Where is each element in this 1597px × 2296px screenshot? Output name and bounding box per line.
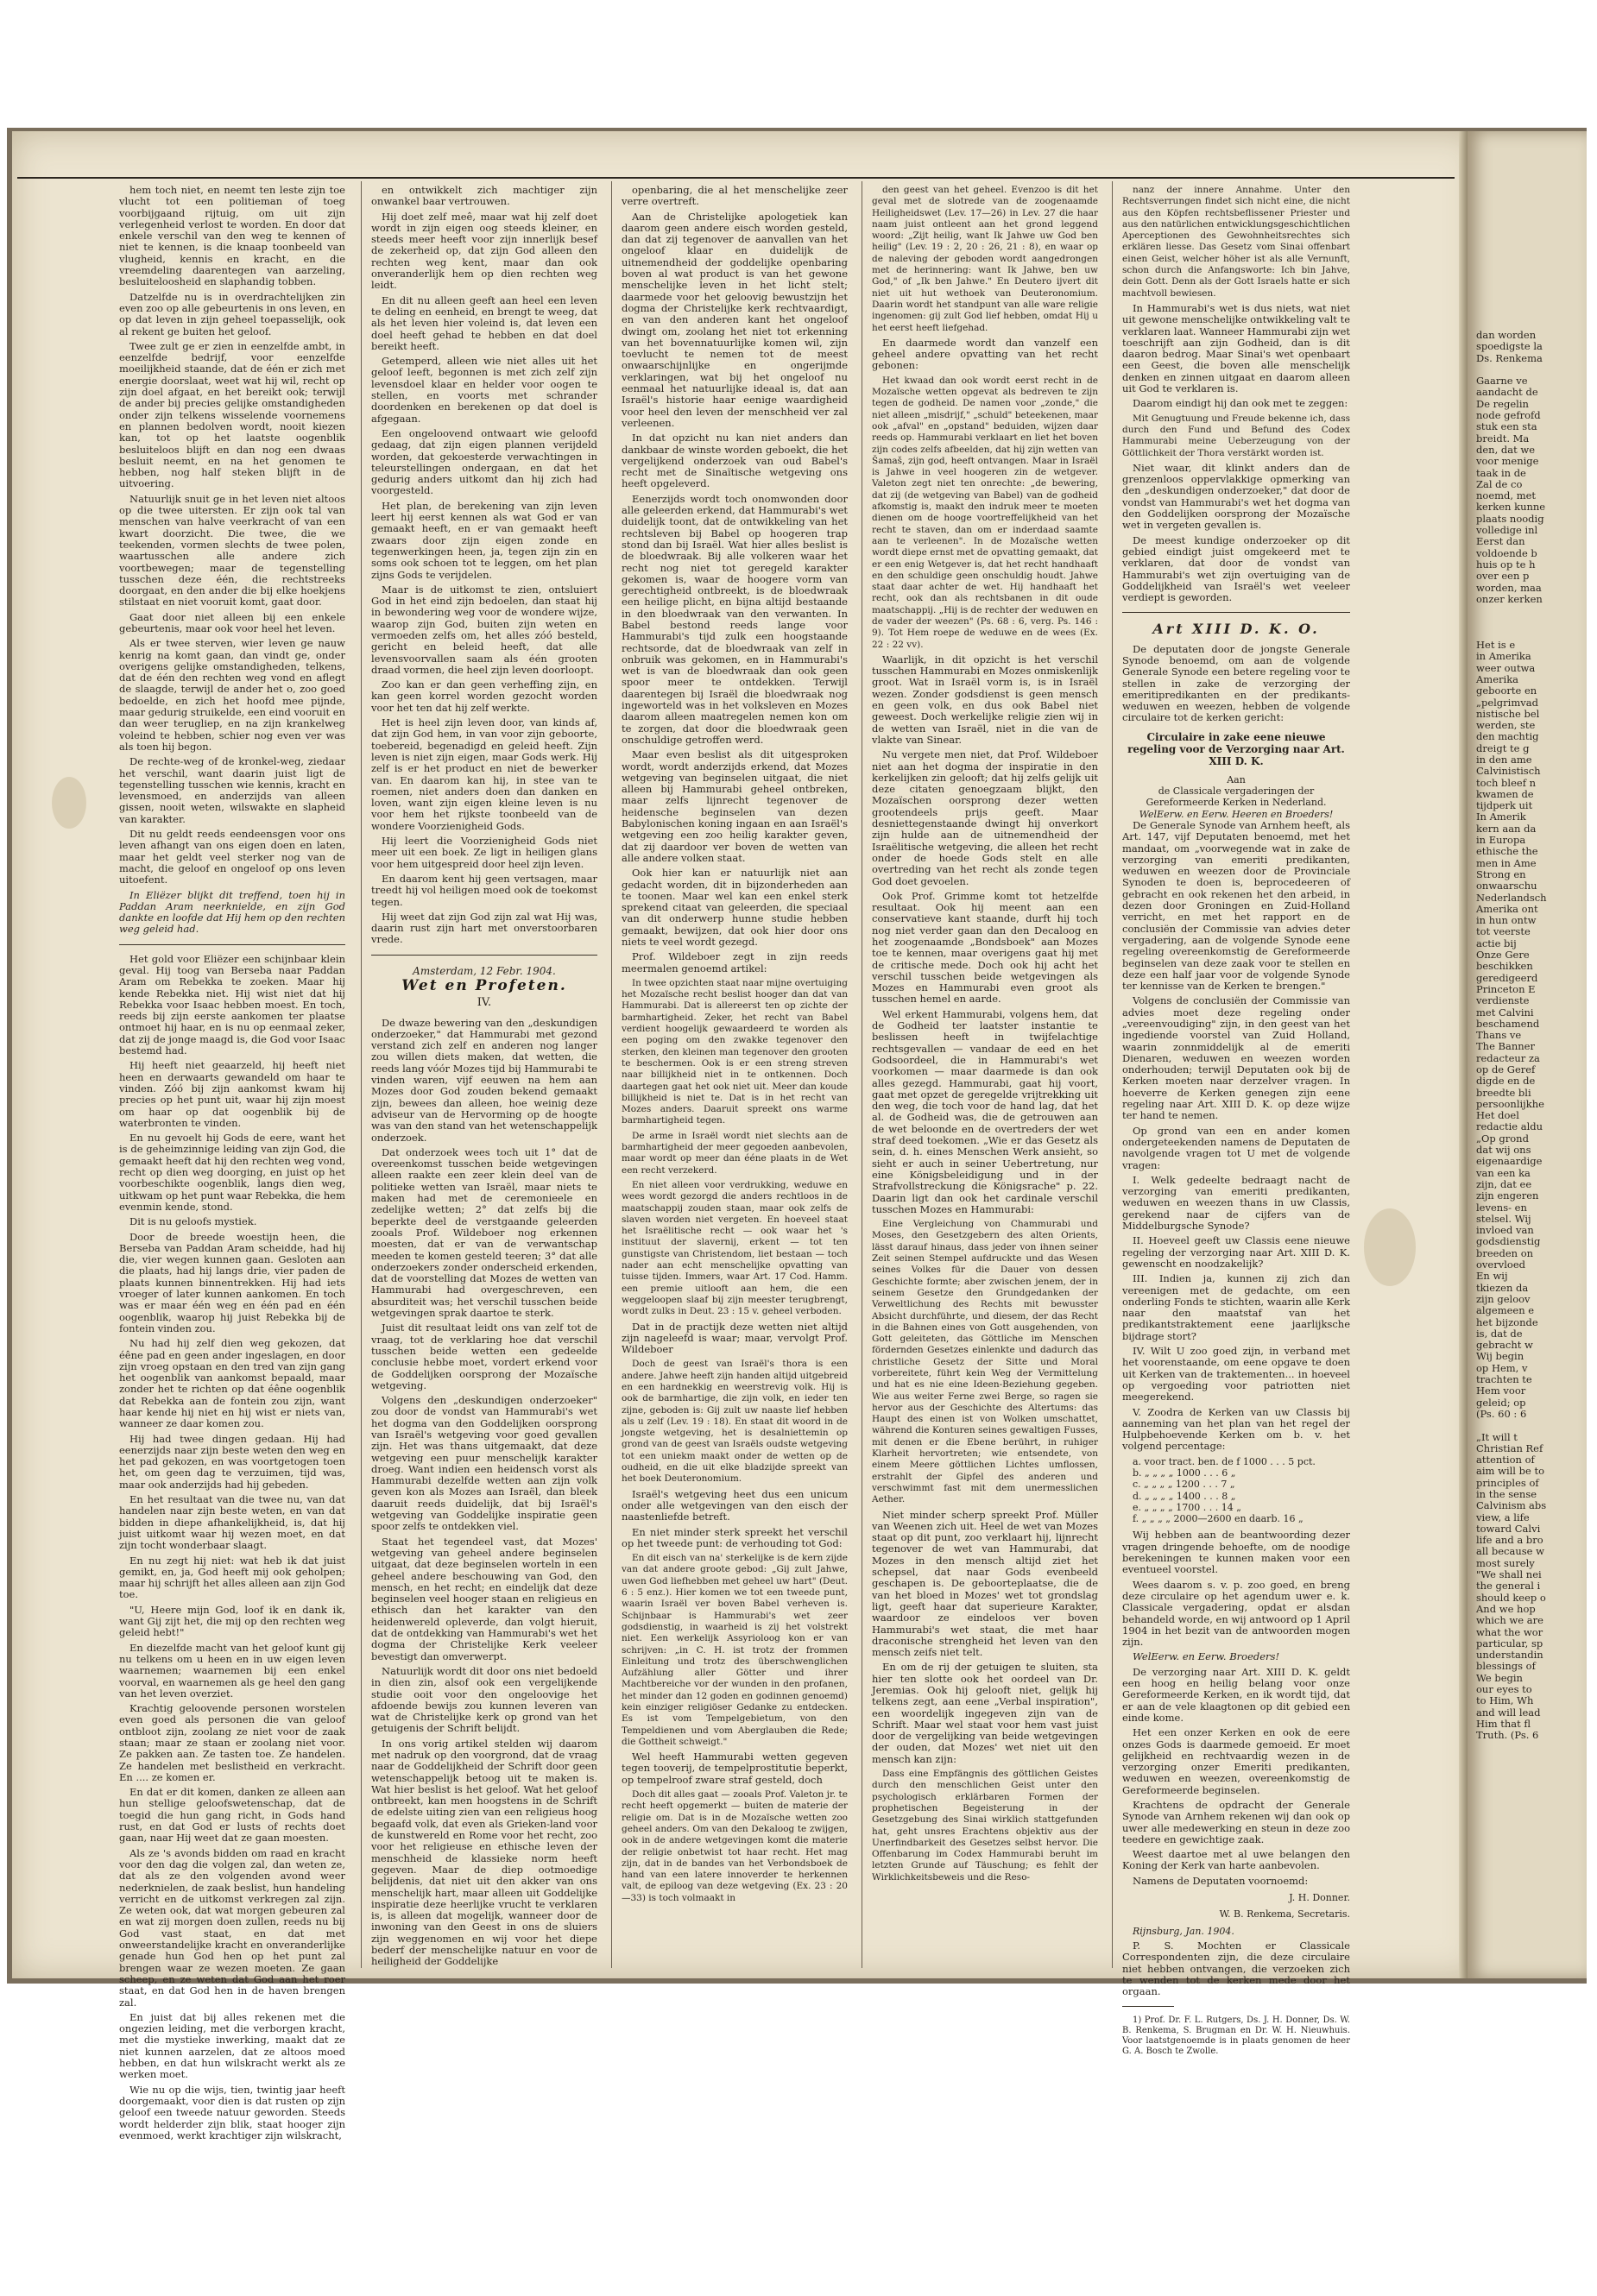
next-page-line: toward Calvi bbox=[1476, 1522, 1541, 1535]
column-1 bbox=[119, 184, 345, 2141]
paragraph: Hij doet zelf meê, maar wat hij zelf doet wordt in zijn eigen oog steeds kleiner, en steeds meer heeft voor zijn innerlijk besef de zekerheid op, dat zijn God alleen den rechten weg kent, maar dan ook onveranderlijk hem op dien rechten weg leidt. bbox=[371, 210, 597, 292]
next-page-line: overvloed bbox=[1476, 1258, 1525, 1271]
footnote: 1) Prof. Dr. F. L. Rutgers, Ds. J. H. Donner, Ds. W. B. Renkema, S. Brugman en Dr. W. H. Nieuwhuis. Voor laatstgenoemde is in plaats genomen de heer G. A. Bosch te Zwolle. bbox=[1122, 2015, 1350, 2057]
next-page-line: Het doel bbox=[1476, 1109, 1519, 1122]
next-page-line: life and a bro bbox=[1476, 1534, 1543, 1547]
quote-paragraph: Het kwaad dan ook wordt eerst recht in de Mozaïsche wetten opgevat als bedreven te zijn tegen de godheid. De namen voor „zonde," die niet alleen „misdrijf," „schuld" beteekenen, maar ook „afval" en „opstand" beduiden, wijzen daar reeds op. Hammurabi verklaart en liet het boven zijn codes zelfs afbeelden, dat hij zijn wetten van Šamaš, zijn god, heeft ontvangen. Maar in Israël is Jahwe in veel hoogeren zin de wetgever. Valeton zegt niet ten onrechte: „de bewering, dat zij (de wetgeving van Babel) van de godheid afkomstig is, maakt den indruk meer te moeten dienen om de hooge voortreffelijkheid van het recht te staven, dan om er inderdaad saamte aan te verleenen". In de Mozaïsche wetten wordt diepe ernst met de opvatting gemaakt, dat er een enig Wetgever is, dat het recht handhaaft en den schuldige geen onschuldig houdt. Jahwe staat daar achter de wet. Hij handhaaft het recht, ook dan als rechtsbanen in dit oude maatschappij. „Hij is de rechter der weduwen en de vader der weezen" (Ps. 68 : 6, verg. Ps. 146 : 9). Tot Hem roepe de weduwe en de wees (Ex. 22 : 22 vv). bbox=[872, 375, 1098, 650]
next-page-line: kwamen de bbox=[1476, 787, 1534, 800]
paragraph: In ons vorig artikel stelden wij daarom met nadruk op den voorgrond, dat de vraag naar de Goddelijkheid der Schrift door geen wetenschappelijk betoog uit te maken is. Wat hier beslist is het geloof. Wat het geloof ontbreekt, kan men hoogstens in de Schrift de edelste uiting zien van een religieus hoog begaafd volk, dat even als Grieken-land voor de kunstwereld en Rome voor het recht, zoo voor het religieuse en ethische leven der menschheid de klassieke norm heeft gegeven. Maar de diep ootmoedige belijdenis, dat niet uit den akker van ons menschelijk hart, maar alleen uit Goddelijke inspiratie deze heerlijke vrucht te verklaren is, is alleen dat mogelijk, wanneer door de inwoning van den Geest in ons de sluiers zijn weggenomen en wij voor het diepe bederf der menschelijke natuur en voor de heiligheid der Goddelijke bbox=[371, 1737, 597, 1968]
next-page-line: aandacht de bbox=[1476, 386, 1538, 399]
paragraph: Dit nu geldt reeds eendeensgen voor ons leven afhangt van ons eigen doen en laten, maar het geldt veel sterker nog van de macht, die geloof en ongeloof op ons leven uitoefent. bbox=[119, 828, 345, 886]
postscript: P. S. Mochten er Classicale Correspondenten zijn, die deze circulaire niet hebben ontvangen, die verzoeken zich te wenden tot de kerken mede door het orgaan. bbox=[1122, 1939, 1350, 1998]
next-page-line: view, a life bbox=[1476, 1511, 1530, 1523]
paragraph: Nu vergete men niet, dat Prof. Wildeboer niet aan het dogma der inspiratie in den kerkelijken zin gelooft; dat hij zelfs gelijk uit deze citaten genoegzaam blijkt, den Mozaïschen oorsprong dezer wetten grootendeels prijs geeft. Maar desniettegenstaande dwingt hij onverkort zijn hulde aan de uitnemendheid der Israëlitische wetgeving, die alleen het recht onder de hoede Gods stelt en alle overtreding van het recht als zonde tegen God doet gevoelen. bbox=[872, 748, 1098, 887]
paragraph: In Hammurabi's wet is dus niets, wat niet uit gewone menschelijke ontwikkeling valt te verklaren laat. Wanneer Hammurabi zijn wet toeschrijft aan zijn Godheid, dan is dit daaron bedrog. Maar Sinai's wet openbaart een Geest, die boven alle menschelijk denken en zinnen uitgaat en daarom alleen uit God te verklaren is. bbox=[1122, 301, 1350, 395]
next-page-line: and will lead bbox=[1476, 1706, 1541, 1719]
next-page-line: dreigt te g bbox=[1476, 741, 1530, 754]
paragraph: Prof. Wildeboer zegt in zijn reeds meermalen genoemd artikel: bbox=[622, 950, 848, 975]
paragraph: In Eliëzer blijkt dit treffend, toen hij in Paddan Aram neerknielde, en zijn God dankte en loofde dat Hij hem op den rechten weg geleid had. bbox=[119, 888, 345, 936]
paragraph: De rechte-weg of de kronkel-weg, ziedaar het verschil, want daarin juist ligt de tegenstelling tusschen wie kennis, kracht en levensmoed, en anderzijds van alleen gissen, nooit weten, wilswakte en slapheid van karakter. bbox=[119, 755, 345, 825]
paragraph: Hij leert die Voorzienigheid Gods niet meer uit een boek. Ze ligt in heiligen glans voor hem uitgespreid door heel zijn leven. bbox=[371, 835, 597, 870]
next-page-line: worden, maa bbox=[1476, 581, 1542, 594]
paragraph: Krachtig geloovende personen worstelen even goed als personen die van geloof ontbloot zijn, zoolang ze niet voor de zaak staan; maar ze staan er zoolang niet voor. Ze pakken aan. Ze tasten toe. Ze handelen. Ze handelen met beslistheid en verkracht. En .... ze komen er. bbox=[119, 1702, 345, 1783]
next-page-line: noemd, met bbox=[1476, 489, 1537, 502]
next-page-line: stuk een sta bbox=[1476, 420, 1537, 433]
paragraph: Maar is de uitkomst te zien, ontsluiert God in het eind zijn bedoelen, dan staat hij in bewondering weg voor de wondere wijze, waarop zijn God, buiten zijn weten en vermoeden zelfs om, het alles zóó besteld, gericht en beleid heeft, dat alle levensvoorvallen saam als één grooten draad vormen, die heel zijn leven doorloopt. bbox=[371, 583, 597, 676]
question-item: IV. Wilt U zoo goed zijn, in verband met het voorenstaande, om eene opgave te doen uit Kerken van de traktementen... in hoeveel op vergoeding voor patriotten niet meegerekend. bbox=[1122, 1345, 1350, 1403]
next-page-line: verdienste bbox=[1476, 994, 1530, 1007]
next-page-line: huis op te h bbox=[1476, 558, 1536, 571]
next-page-line: Nederlandsch bbox=[1476, 891, 1547, 904]
paragraph: En dit nu alleen geeft aan heel een leven te deling en eenheid, en brengt te weeg, dat als het leven hier voleind is, dat leven een doel heeft gehad te hebben en dat doel bereikt heeft. bbox=[371, 293, 597, 352]
paragraph: Wel erkent Hammurabi, volgens hem, dat de Godheid ter laatster instantie te beslissen heeft in twijfelachtige rechtsgevallen — vandaar de eed en het Godsoordeel, die in Hammurabi's wet voorkomen — maar daarmede is dan ook alles gezegd. Hammurabi, gaat hij voort, gaat met opzet de geregelde vrijtrekking uit den weg, die toch voor de hand lag, dat het al. de Godheid was, die de getrouwen aan de wet beloonde en de overtreders der wet straf deed toekomen. „Wie er das Gesetz als sein, d. h. eines Menschen Werk ansieht, so sieht er auch in seiner Uebertretung, nur eine Königsbeleidigung und in der Strafvollstreckung die Königsrache" p. 22. Daarin ligt dan ook het cardinale verschil tusschen Mozes en Hammurabi: bbox=[872, 1007, 1098, 1215]
next-page-line: „Op grond bbox=[1476, 1132, 1529, 1145]
table-row: f. „ „ „ „ 2000—2600 en daarb. 16 „ bbox=[1133, 1513, 1303, 1525]
section-rule bbox=[371, 955, 597, 956]
column-2 bbox=[371, 184, 597, 1968]
next-page-line: in den ame bbox=[1476, 753, 1532, 766]
next-page-line: trachten te bbox=[1476, 1373, 1532, 1386]
next-page-line: levens- en bbox=[1476, 1201, 1527, 1214]
table-row: e. „ „ „ „ 1700 . . . 14 „ bbox=[1133, 1501, 1241, 1513]
next-page-line: what the wor bbox=[1476, 1625, 1543, 1638]
next-page-line: „pelgrimvad bbox=[1476, 696, 1538, 709]
paragraph: De dwaze bewering van den „deskundigen onderzoeker," dat Hammurabi met gezond verstand zich zelf en anderen nog langer zou willen diets maken, dat wetten, die reeds lang vóór Mozes tijd bij Hammurabi te vinden waren, vijf eeuwen na hem aan Mozes door God zouden bekend gemaakt zijn, bewees dan alleen, hoe weinig deze adviseur van de Hervorming op de hoogte was van den stand van het wetenschappelijk onderzoek. bbox=[371, 1016, 597, 1144]
table-row: b. „ „ „ „ 1000 . . . 6 „ bbox=[1133, 1467, 1236, 1479]
next-page-line: godsdienstig bbox=[1476, 1235, 1541, 1248]
next-page-line: met Calvini bbox=[1476, 1006, 1534, 1019]
next-page-line: The Banner bbox=[1476, 1040, 1535, 1053]
next-page-line: Calvinism abs bbox=[1476, 1499, 1547, 1512]
column-4 bbox=[872, 185, 1098, 1963]
next-page-line: op Hem, v bbox=[1476, 1361, 1528, 1374]
next-page-line: zijn, dat ee bbox=[1476, 1177, 1532, 1190]
next-page-line: the general i bbox=[1476, 1580, 1541, 1593]
next-page-line bbox=[1476, 628, 1597, 640]
paragraph: Volgens de conclusiën der Commissie van advies moet deze regeling onder „vereenvoudiging" zijn, in den geest van het ingediende voorstel van Zuid Holland, waarin zonnmiddelijk al de emeriti Dienaren, weduwen en weezen worden onderhouden; terwijl Deputaten ook bij de Kerken moeten naar derzelver vragen. In hoeverre de Kerken genegen zijn eene regeling naar Art. XIII D. K. op deze wijze ter hand te nemen. bbox=[1122, 994, 1350, 1122]
next-page-line: kerken kunne bbox=[1476, 501, 1546, 514]
paragraph: Datzelfde nu is in overdrachtelijken zin even zoo op alle gebeurtenis in ons leven, en op dat leven in zijn geheel toepasselijk, ook al rekent ge buiten het geloof. bbox=[119, 290, 345, 337]
paragraph: Hij had twee dingen gedaan. Hij had eenerzijds naar zijn beste weten den weg en het pad gekozen, en was voortgetogen toen het, om geen dag te verzuimen, tijd was, maar ook anderzijds had hij gebeden. bbox=[119, 1432, 345, 1491]
next-page-line: tijdperk uit bbox=[1476, 799, 1533, 812]
paragraph: Het gold voor Eliëzer een schijnbaar klein geval. Hij toog van Berseba naar Paddan Aram om Rebekka te zoeken. Maar hij kende Rebekka niet. Hij wist niet dat hij Rebekka voor Isaac hebben moest. En toch, reeds bij zijn eerste aankomen ter plaatse ontmoet hij haar, en is nu op eenmaal zeker, dat zij de jonge maagd is, die God voor Isaac bestemd had. bbox=[119, 952, 345, 1057]
paragraph: Niet minder scherp spreekt Prof. Müller van Weenen zich uit. Heel de wet van Mozes staat op dit punt, zoo verklaart hij, lijnrecht tegenover de wet van Hammurabi, dat Mozes in den mensch altijd ziet het schepsel, dat naar Gods evenbeeld geschapen is. De geboorteplaatse, die de van het bloed in Mozes' wet tot grondslag ligt, geeft haar dat superieure Karakter, waardoor ze eindeloos ver boven Hammurabi's wet staat, die met haar draconische strengheid het leven van den mensch zeifs niet telt. bbox=[872, 1508, 1098, 1659]
next-page-line: van een ka bbox=[1476, 1166, 1531, 1179]
next-page-line: should keep o bbox=[1476, 1591, 1546, 1604]
next-page-line: Onze Gere bbox=[1476, 949, 1530, 962]
paper-stain bbox=[1364, 1208, 1416, 1286]
quote-paragraph: den geest van het geheel. Evenzoo is dit het geval met de slotrede van de zoogenaamde Heiligheidswet (Lev. 17—26) in Lev. 27 die haar naam juist ontleent aan het grond leggend woord: „Zijt heilig, want Ik Jahwe uw God ben heilig" (Lev. 19 : 2, 20 : 26, 21 : 8), en waar op de naleving der geboden wordt aangedrongen met de herinnering: want Ik Jahwe, ben uw God," of „Ik ben Jahwe." En Deutero ijvert dit niet uit hut wethoek van Deuteronomium. Daarin wordt het standpunt van alle ware religie ingenomen: gij zult God lief hebben, omdat Hij u het eerst heeft liefgehad. bbox=[872, 185, 1098, 333]
next-page-line: Hem voor bbox=[1476, 1385, 1526, 1397]
paragraph: Juist dit resultaat leidt ons van zelf tot de vraag, tot de verklaring hoe dat verschil tusschen beide wetten een gedeelde conclusie hebbe moet, vordert erkend voor de Goddelijken oorsprong der Mozaïsche wetgeving. bbox=[371, 1321, 597, 1391]
table-row: a. voor tract. ben. de f 1000 . . . 5 pct. bbox=[1133, 1455, 1316, 1467]
next-page-line: node gefrofd bbox=[1476, 409, 1541, 422]
paragraph: Het een onzer Kerken en ook de eere onzes Gods is daarmede gemoeid. Er moet gelijkheid en rechtvaardig wezen in de verzorging onzer Emeriti predikanten, weduwen en weezen, overeenkomstig de Gereformeerde beginselen. bbox=[1122, 1726, 1350, 1796]
paragraph: Natuurlijk wordt dit door ons niet bedoeld in dien zin, alsof ook een vergelijkende studie ooit voor den ongeloovige het afdoende bewijs zou kunnen leveren van wat de Christelijke kerk op grond van het getuigenis der Schrift belijdt. bbox=[371, 1664, 597, 1735]
next-page-line: Eerst dan bbox=[1476, 535, 1525, 548]
next-page-line: werden, ste bbox=[1476, 719, 1536, 732]
next-page-line: tot veerste bbox=[1476, 925, 1531, 938]
next-page-line: stelsel. Wij bbox=[1476, 1212, 1531, 1225]
next-page-line: eigenaardige bbox=[1476, 1155, 1543, 1168]
next-page-line: dan worden bbox=[1476, 329, 1537, 341]
paragraph: Dat onderzoek wees toch uit 1° dat de overeenkomst tusschen beide wetgevingen alleen raakte een zeer klein deel van de politieke wetten van Israël, maar niets te maken had met de ceremonieele en zedelijke wetten; 2° dat zelfs bij die beperkte deel de verstgaande geleerden zooals Prof. Wildeboer nog erkennen moesten, dat er van de verwantschap meeden te komen gesteld teeren; 3° dat alle onderzoekers zonder onderscheid erkenden, dat de voorstelling dat Mozes de wetten van Hammurabi had overgeschreven, een absurditeit was; het verschil tusschen beide wetgevingen sprak daartoe te sterk. bbox=[371, 1145, 597, 1320]
next-page-line: taak in de bbox=[1476, 466, 1526, 479]
section-rule bbox=[119, 944, 345, 945]
paragraph: En nu gevoelt hij Gods de eere, want het is de geheimzinnige leiding van zijn God, die gemaakt heeft dat hij den rechten weg vond, recht op dien weg doorging, en juist op het voorbeschikte oogenblik, langs dien weg, uitkwam op het punt waar Rebekka, die hem evenmin kende, stond. bbox=[119, 1132, 345, 1213]
article-title: Wet en Profeten. bbox=[401, 977, 567, 994]
next-page-line: in Europa bbox=[1476, 834, 1526, 847]
paragraph: Nu had hij zelf dien weg gekozen, dat éêne pad en geen ander ingeslagen, en door zijn vroeg opstaan en den tred van zijn gang het oogenblik van aankomst bepaald, maar zonder het te richten op dat éêne oogenblik dat Rebekka aan de fontein zou zijn, want haar kende hij niet en hij wist er niets van, wanneer ze daar komen zou. bbox=[119, 1337, 345, 1430]
paragraph: En het resultaat van die twee nu, van dat handelen naar zijn beste weten, en van dat bidden in diepe afhankelijkheid, is, dat hij juist uitkomt waar hij wezen moet, en dat zijn tocht wonderbaar slaagt. bbox=[119, 1493, 345, 1552]
address-line: de Classicale vergaderingen der Gereformeerde Kerken in Nederland. bbox=[1146, 785, 1327, 809]
next-page-line: Him that fl bbox=[1476, 1717, 1531, 1730]
next-page-line: plaats noodig bbox=[1476, 512, 1544, 525]
paragraph: Getemperd, alleen wie niet alles uit het geloof leeft, begonnen is met zich zelf zijn levensdoel klaar en helder voor oogen te stellen, en voorts met schrander doordenken en berekenen op dat doel is afgegaan. bbox=[371, 355, 597, 425]
signature-secretary: W. B. Renkema, Secretaris. bbox=[1219, 1908, 1350, 1921]
paragraph: Krachtens de opdracht der Generale Synode van Arnhem rekenen wij dan ook op uwer alle medewerking en steun in deze zoo teedere en gewichtige zaak. bbox=[1122, 1799, 1350, 1845]
paragraph: Het is heel zijn leven door, van kinds af, dat zijn God hem, in van voor zijn geboorte, toebereid, begenadigd en geleid heeft. Zijn leven is niet zijn eigen, maar Gods werk. Hij zelf is er het product en niet de bewerker van. En daarom kan hij, in stee van te roemen, niet anders doen dan danken en loven, want zijn eigen kleine leven is nu voor hem het rijkste toonbeeld van de wondere Voorzienigheid Gods. bbox=[371, 716, 597, 832]
paragraph: "U, Heere mijn God, loof ik en dank ik, want Gij zijt het, die mij op den rechten weg geleid hebt!" bbox=[119, 1603, 345, 1639]
next-page-line: aim will be to bbox=[1476, 1465, 1544, 1478]
next-page-line: breeden on bbox=[1476, 1246, 1534, 1259]
next-page-line: In Amerik bbox=[1476, 811, 1526, 823]
paragraph: En nu zegt hij niet: wat heb ik dat juist gemikt, en, ja, God heeft mij ook geholpen; maar hij schrijft het alles alleen aan zijn God toe. bbox=[119, 1554, 345, 1601]
paragraph: Zoo kan er dan geen verheffing zijn, en kan geen korrel worden gezocht worden voor het ten dat hij zelf werkte. bbox=[371, 678, 597, 714]
paragraph: Twee zult ge er zien in eenzelfde ambt, in eenzelfde bedrijf, voor eenzelfde moeilijkheid staande, dat de één er zich met energie doorslaat, weet wat hij wil, recht op zijn doel afgaat, en het bereikt ook; terwijl de ander bij precies gelijke omstandigheden onder zijn telkens wisselende voornemens en plannen bedolven wordt, nooit kiezen kan, tot op het laatste oogenblik besluiteloos blijft en dan nog een dwaas besluit neemt, en na het genomen te hebben, nog half steken blijft in de uitvoering. bbox=[119, 339, 345, 490]
column-divider bbox=[611, 181, 612, 1968]
next-page-line: Thans ve bbox=[1476, 1029, 1522, 1042]
question-item: I. Welk gedeelte bedraagt nacht de verzorging van emeriti predikanten, weduwen en weezen thans in uw Classis, gerekend naar de cijfers van de Middelburgsche Synode? bbox=[1122, 1173, 1350, 1233]
next-page-line: spoedigste la bbox=[1476, 340, 1543, 353]
salutation: WelEerw. en Eerw. Heeren en Broeders! bbox=[1139, 808, 1334, 820]
paragraph: In dat opzicht nu kan niet anders dan dankbaar de winste worden geboekt, die het vergelijkend onderzoek van oud Babel's recht met de Sinaïtische wetgeving ons heeft opgeleverd. bbox=[622, 432, 848, 490]
next-page-line: our eyes to bbox=[1476, 1683, 1532, 1696]
paragraph: Dat in de practijk deze wetten niet altijd zijn nageleefd is waar; maar, vervolgt Prof. Wildeboer bbox=[622, 1320, 848, 1356]
next-page-line: Amerika ont bbox=[1476, 902, 1538, 915]
next-page-line: Zal de co bbox=[1476, 477, 1523, 490]
paragraph: De deputaten door de jongste Generale Synode benoemd, om aan de volgende Generale Synode een betere regeling voor te stellen in zake de verzorging der emeritipredikanten en der predikants-weduwen en weezen, hebben de volgende circulaire tot de kerken gericht: bbox=[1122, 642, 1350, 724]
next-page-line: particular, sp bbox=[1476, 1637, 1543, 1649]
quote-paragraph: Doch de geest van Israël's thora is een andere. Jahwe heeft zijn handen altijd uitgebreid en een hardnekkig en weerstrevig volk. Hij is ook de barmhartige, die zijn volk, en ieder ten zijne, geboden is: Gij zult uw naaste lief hebben als u zelf (Lev. 19 : 18). En staat dit woord in de jongste wetgeving, het is desalniettemin op grond van de geest van Israëls oudste wetgeving tot een uniekm maakt onder de wetten op de oudheid, en die uit elke bladzijde spreekt van het boek Deuteronomium. bbox=[622, 1359, 848, 1485]
quote-paragraph: Dass eine Empfängnis des göttlichen Geistes durch den menschlichen Geist unter den psychologisch erklärbaren Formen der prophetischen Begeisterung in der Gesetzgebung des Sinai wirklich stattgefunden hat, geht unsres Erachtens objektiv aus der Unerfindbarkeit des Gesetzes selbst hervor. Die Offenbarung im Codex Hammurabi beruht im letzten Grunde auf Täuschung; es fehlt der Wirklichkeitsbeweis und die Reso- bbox=[872, 1769, 1098, 1883]
next-page-line: dat wij ons bbox=[1476, 1144, 1531, 1157]
paragraph: Daarom eindigt hij dan ook met te zeggen: bbox=[1133, 397, 1348, 410]
next-page-line: ethische the bbox=[1476, 845, 1538, 858]
next-page-line: "We shall nei bbox=[1476, 1568, 1542, 1581]
next-page-line: gebracht w bbox=[1476, 1339, 1533, 1352]
circular-title: Circulaire in zake eene nieuwe regeling voor de Verzorging naar Art. XIII D. K. bbox=[1127, 730, 1345, 767]
paragraph: WelEerw. en Eerw. Broeders! bbox=[1133, 1650, 1280, 1663]
next-page-line: which we are bbox=[1476, 1614, 1543, 1627]
column-divider bbox=[361, 181, 362, 1968]
question-item: V. Zoodra de Kerken van uw Classis bij aanneming van het plan van het regel der Hulpbehoevende Kerken om b. v. het volgend percentage: bbox=[1122, 1405, 1350, 1453]
percentage-table bbox=[1133, 1456, 1350, 1525]
next-page-line: onzer kerken bbox=[1476, 592, 1543, 605]
column-divider bbox=[1112, 181, 1113, 1968]
article-dateline: Amsterdam, 12 Febr. 1904. bbox=[413, 964, 556, 977]
next-page-line: het bijzonde bbox=[1476, 1315, 1538, 1328]
paragraph: En om de rij der getuigen te sluiten, sta hier ten slotte ook het oordeel van Dr. Jeremias. Ook hij gelooft niet, gelijk hij telkens zegt, aan eene „Verbal inspiration", een woordelijk ingegeven zijn van de Schrift. Maar wel staat voor hem vast juist door de vergelijking van beide wetgevingen der ouden, dat Mozes' wet niet uit den mensch kan zijn: bbox=[872, 1661, 1098, 1765]
quote-paragraph: De arme in Israël wordt niet slechts aan de barmhartigheid der meer gegoeden aanbevolen, maar wordt op meer dan ééne plaats in de Wet een recht verzekerd. bbox=[622, 1130, 848, 1176]
next-page-line: attention of bbox=[1476, 1454, 1535, 1467]
next-page-line: nistische bel bbox=[1476, 707, 1540, 720]
paragraph: De Generale Synode van Arnhem heeft, als Art. 147, vijf Deputaten benoemd, met het mandaat, om „voorwegende wat in zake de verzorging van emeriti predikanten, weduwen en weezen door de Provinciale Synoden te doen is, beprocedeeren of gebracht en ook rekenen het den arbeid, in dezen door Groningen en Zuid-Holland verricht, en met het rapport en de conclusiën der Commissie van advies deter vergadering, aan de volgende Synode eene regeling overeenkomstig de Gereformeerde beginselen van deze zaak voor te stellen en deze een half jaar voor de volgende Synode ter kennisse van de Kerken te brengen." bbox=[1122, 818, 1350, 993]
paragraph: Hij weet dat zijn God zijn zal wat Hij was, daarin rust zijn hart met onverstoorbaren vrede. bbox=[371, 910, 597, 946]
table-row: c. „ „ „ „ 1200 . . . 7 „ bbox=[1133, 1479, 1235, 1491]
paragraph: Een ongeloovend ontwaart wie geloofd gedaag, dat zijn eigen plannen verijdeld worden, dat gekoesterde verwachtingen in teleurstellingen ondergaan, en dat het gedurig anders uitkomt dan hij zich had voorgesteld. bbox=[371, 426, 597, 497]
next-page-line: weer outwa bbox=[1476, 661, 1536, 674]
next-page-line: algemeen e bbox=[1476, 1304, 1535, 1317]
paper-stain bbox=[52, 777, 86, 829]
paragraph: Hij heeft niet geaarzeld, hij heeft niet heen en derwaarts gewandeld om haar te vinden. Zóó bij zijn aankomst kwam hij precies op het punt uit, waar hij zijn moest om haar op dat oogenblik bij de waterbronten te vinden. bbox=[119, 1059, 345, 1129]
quote-paragraph: En niet alleen voor verdrukking, weduwe en wees wordt gezorgd die anders rechtloos in de maatschappij zouden staan, maar ook zelfs de slaven worden niet vergeten. En hoeveel staat het Israëlitische recht — ook waar het 's instituut der slavernij, erkent — tot ten gunstigste van Christendom, liet bestaan — toch nader aan echt menschelijke opvatting van tuisse tijden. Immers, waar Art. 17 Cod. Hamm. een premie uitlooft aan hem, die een weggeloopen slaaf bij zijn meester terugbrengt, wordt zulks in Deut. 23 : 15 v. geheel verboden. bbox=[622, 1179, 848, 1317]
next-page-line: tkiezen da bbox=[1476, 1281, 1529, 1294]
next-page-line: invloed van bbox=[1476, 1224, 1534, 1237]
paragraph: Ook hier kan er natuurlijk niet aan gedacht worden, dit in bijzonderheden aan te toonen. Maar wel kan een enkel sterk sprekend citaat van geleerden, die speciaal van dit onderwerp hunne studie hebben gemaakt, bewijzen, dat ook hier door ons niets te veel wordt gezegd. bbox=[622, 867, 848, 948]
section-rule bbox=[1122, 612, 1350, 613]
paragraph: Wie nu op die wijs, tien, twintig jaar heeft doorgemaakt, voor dien is dat rusten op zijn geloof een tweede natuur geworden. Steeds wordt helderder zijn blik, staat hooger zijn evenmoed, werkt krachtiger zijn wilskracht, bbox=[119, 2083, 345, 2141]
next-page-line: redacteur za bbox=[1476, 1051, 1540, 1064]
paragraph: Natuurlijk snuit ge in het leven niet altoos op die twee uitersten. Er zijn ook tal van menschen van halve veerkracht of van een kwart doorzicht. Die twee, die we teekenden, vormen slechts de twee polen, waartusschen alle andere zich voortbewegen; maar de tegenstelling tusschen deze één, die rechtstreeks doorgaat, en den ander die bij elke hoekjens stilstaat en niet vooruit komt, gaat door. bbox=[119, 492, 345, 609]
next-page-line: all because w bbox=[1476, 1545, 1544, 1558]
next-page-line: geboorte en bbox=[1476, 684, 1537, 697]
next-page-line bbox=[1476, 605, 1597, 616]
next-page-line: principles of bbox=[1476, 1476, 1539, 1489]
paragraph: Aan de Christelijke apologetiek kan daarom geen andere eisch worden gesteld, dan dat zij tegenover de aanvallen van het ongeloof klaar en duidelijk de uitnemendheid der goddelijke openbaring boven al wat product is van het gewone menschelijke leven in het licht stelt; daarmede voor het geloovig bewustzijn het dogma der Christelijke kerk rechtvaardigt, en van den anderen kant het ongeloof dwingt om, zoolang het niet tot erkenning van het bovennatuurlijke komen wil, zijn toevlucht te nemen tot de meest onwaarschijnlijke en ongerijmde verklaringen, wat bij het ongeloof nu eenmaal het natuurlijke ideaal is, dat aan Israël's historie haar eenige waardigheid voor heel den leven der menschheid ver zal verleenen. bbox=[622, 210, 848, 429]
next-page-line: Het is e bbox=[1476, 639, 1516, 652]
next-page-line: En wij bbox=[1476, 1270, 1508, 1283]
next-page-line: zijn engeren bbox=[1476, 1189, 1539, 1202]
next-page-line: We begin bbox=[1476, 1671, 1523, 1684]
signature-name: J. H. Donner. bbox=[1289, 1892, 1350, 1904]
next-page-line: in Amerika bbox=[1476, 650, 1531, 663]
next-page-line: to Him, Wh bbox=[1476, 1694, 1534, 1707]
next-page-line: blessings of bbox=[1476, 1660, 1536, 1673]
quote-paragraph: Doch dit alles gaat — zooals Prof. Valeton jr. te recht heeft opgemerkt — buiten de materie der religie om. Dat is in de Mozaïsche wetten zoo geheel anders. Om van den Dekaloog te zwijgen, ook in de andere wetgevingen komt die materie der religie onbetwist tot haar recht. Het mag zijn, dat in de bandes van het Verbondsboek de hand van een latere innoverder te herkennen valt, de epiloog van deze wetgeving (Ex. 23 : 20—33) is toch volmaakt in bbox=[622, 1789, 848, 1903]
next-page-line: geredigeerd bbox=[1476, 971, 1538, 984]
paragraph: De verzorging naar Art. XIII D. K. geldt een hoog en heilig belang voor onze Gereformeerde Kerken, en ik wordt tijd, dat er aan de vele klaagtonen op dit gebied een einde kome. bbox=[1122, 1665, 1350, 1724]
next-page-line: onwaarschu bbox=[1476, 880, 1537, 893]
next-page-line: over een p bbox=[1476, 570, 1530, 583]
header-rule bbox=[17, 177, 1455, 179]
paragraph: Wees daarom s. v. p. zoo goed, en breng deze circulaire op het agendum uwer e. k. Classicale vergadering, opdat er alsdan behandeld worde, en wij antwoord op 1 April 1904 in het bezit van de antwoorden mogen zijn. bbox=[1122, 1578, 1350, 1649]
quote-paragraph: Mit Genugtuung und Freude bekenne ich, dass durch den Fund und Befund des Codex Hammurabi meine Ueberzeugung von der Göttlichkeit der Thora verstärkt worden ist. bbox=[1122, 413, 1350, 458]
next-page-line: in hun ontw bbox=[1476, 914, 1537, 927]
paragraph: Ook Prof. Grimme komt tot hetzelfde resultaat. Ook hij meent aan een conservatieve kant staande, durft hij toch nog niet verder gaan dan den Decaloog en het zoogenaamde „Bondsboek" aan Mozes toe te kennen, maar overigens gaat hij met de critische mede. Doch ook hij acht het verschil tusschen beide wetgevingen als Mozes en Hammurabi even groot als tusschen hemel en aarde. bbox=[872, 889, 1098, 1006]
next-page-line: redactie aldu bbox=[1476, 1120, 1543, 1133]
paragraph: En daarmede wordt dan vanzelf een geheel andere opvatting van het recht gebonen: bbox=[872, 336, 1098, 372]
next-page-line: volledige inl bbox=[1476, 524, 1538, 537]
paragraph: Op grond van een en ander komen ondergeteekenden namens de Deputaten de navolgende vragen tot U met de volgende vragen: bbox=[1122, 1124, 1350, 1171]
paragraph: Eenerzijds wordt toch onomwonden door alle geleerden erkend, dat Hammurabi's wet duidelijk toont, dat de ontwikkeling van het rechtsleven bij Babel op hoogeren trap stond dan bij Israël. Wat hier alles beslist is de bloedwraak. Bij alle volkeren waar het recht nog niet tot geregeld karakter gekomen is, waar de hoogere vorm van gerechtigheid ontbreekt, is de bloedwraak een heilige plicht, en bijna altijd bestaande in den bloedwraak van den verwanten. In Babel bestond reeds lange voor Hammurabi's tijd zulk een hoogstaande rechtsorde, dat de bloedwraak van zelf in onbruik was gekomen, en in Hammurabi's wet is van de bloedwraak dan ook geen spoor meer te ontdekken. Terwijl daarentegen bij Israël die bloedwraak nog ingeworteld was in het volksleven en Mozes daarom alleen maatregelen nemen kon om te zorgen, dat door die bloedwraak geen onschuldige getroffen werd. bbox=[622, 492, 848, 746]
next-page-line: breedte bli bbox=[1476, 1086, 1531, 1099]
article-title: Art XIII D. K. O. bbox=[1152, 621, 1320, 638]
next-page-line: toch bleef n bbox=[1476, 776, 1537, 789]
paragraph: Door de breede woestijn heen, die Berseba van Paddan Aram scheidde, had hij die, vier wegen kunnen gaan. Gesloten aan die plaats, had hij langs drie, vier paden de plaats kunnen binnentrekken. Hij had iets vroeger of later kunnen aankomen. En toch was er maar één weg en één pad en één oogenblik, waarop hij juist Rebekka bij de fontein vinden zou. bbox=[119, 1230, 345, 1334]
next-page-line: men in Ame bbox=[1476, 856, 1537, 869]
paragraph: Als er twee sterven, wier leven ge nauw kenrig na komt gaan, dan vindt ge, onder overigens gelijke omstandigheden, telkens, dat de één den rechten weg vond en aflegt de slaagde, terwijl de ander het o, zoo goed bedoelde, en zich het hoofd mee pijnde, maar gedurig struikelde, een eind vooruit en dan weer terugliep, en na zijn krankelweg voleind te hebben, schier nog even ver was als toen hij begon. bbox=[119, 637, 345, 753]
next-page-line: kern aan da bbox=[1476, 822, 1537, 835]
column-5 bbox=[1122, 185, 1350, 2057]
next-page-line: (Ps. 60 : 6 bbox=[1476, 1407, 1527, 1420]
next-page-line: op de Geref bbox=[1476, 1063, 1536, 1075]
next-page-line: in the sense bbox=[1476, 1487, 1537, 1500]
paragraph: En diezelfde macht van het geloof kunt gij nu telkens om u heen en in uw eigen leven waarnemen; waarnemen bij een enkel voorval, en waarnemen als ge heel den gang van het leven overziet. bbox=[119, 1641, 345, 1700]
next-page-line: Christian Ref bbox=[1476, 1441, 1543, 1454]
next-page-line: beschikken bbox=[1476, 960, 1533, 973]
next-page-line: understandin bbox=[1476, 1649, 1543, 1662]
paragraph: En juist dat bij alles rekenen met die ongezien leiding, met die verborgen kracht, met die mystieke inwerking, maakt dat ze niet kunnen aarzelen, dat ze altoos moed hebben, en dat hun wilskracht werkt als ze werken moet. bbox=[119, 2010, 345, 2081]
next-page-line: voor menige bbox=[1476, 455, 1539, 468]
next-page-line: actie bij bbox=[1476, 937, 1517, 949]
next-page-edge bbox=[1468, 131, 1587, 1978]
paragraph: Waarlijk, in dit opzicht is het verschil tusschen Hammurabi en Mozes onmiskenlijk groot. Wat in Israël vorm is, is in Israël wezen. Zonder godsdienst is geen mensch en geen volk, en dus ook Babel niet geweest. Doch werkelijke religie zien wij in de wetten van Israël, niet in die van de vlakte van Sinear. bbox=[872, 653, 1098, 746]
next-page-line: And we hop bbox=[1476, 1602, 1536, 1615]
next-page-line: Princeton E bbox=[1476, 982, 1536, 995]
paragraph: Staat het tegendeel vast, dat Mozes' wetgeving van geheel andere beginselen uitgaat, dat deze beginselen worteln in een geheel andere beschouwing van God, den mensch, en het recht; en eindelijk dat deze beginselen veel hooger staan en religieus en ethisch dan het karakter van den heidenwereld opleverde, dan volgt hieruit, dat de ontdekking van Hammurabi's wet het dogma der Christelijke Kerk veeleer bevestigt dan omverwerpt. bbox=[371, 1535, 597, 1662]
paragraph: openbaring, die al het menschelijke zeer verre overtreft. bbox=[622, 184, 848, 208]
question-item: II. Hoeveel geeft uw Classis eene nieuwe regeling der verzorging naar Art. XIII D. K. gewenscht en noodzakelijk? bbox=[1122, 1234, 1350, 1270]
next-page-line: is, dat de bbox=[1476, 1327, 1523, 1340]
next-page-line: beschamend bbox=[1476, 1017, 1540, 1030]
next-page-line: Gaarne ve bbox=[1476, 375, 1528, 388]
next-page-line bbox=[1476, 616, 1597, 628]
next-page-line: Strong en bbox=[1476, 867, 1526, 880]
next-page-line: Ds. Renkema bbox=[1476, 351, 1543, 364]
next-page-line: Truth. (Ps. 6 bbox=[1476, 1729, 1539, 1742]
next-page-line bbox=[1476, 364, 1597, 375]
paragraph: Wij hebben aan de beantwoording dezer vragen dringende behoefte, om de noodige berekeningen te kunnen maken voor een eventueel voorstel. bbox=[1122, 1529, 1350, 1576]
paragraph: Het plan, de berekening van zijn leven leert hij eerst kennen als wat God er van gemaakt heeft, en er van gemaakt heeft zwaars door zijn eigen zonde en tegenwerkingen heen, ja, tegen zijn zin en soms ook schoen tot te leggen, om het plan zijns Gods te verijdelen. bbox=[371, 499, 597, 581]
paragraph: Gaat door niet alleen bij een enkele gebeurtenis, maar ook voor heel het leven. bbox=[119, 610, 345, 634]
paragraph: Volgens den „deskundigen onderzoeker" zou door de vondst van Hammurabi's wet het dogma van den Goddelijken oorsprong van Israël's wetgeving voor goed gevallen zijn. Het was thans uitgemaakt, dat deze wetgeving een puur menschelijk karakter droeg. Want indien een heidensch vorst als Hammurabi dezelfde wetten aan zijn volk geven kon als Mozes aan Israël, dan bleek daaruit reeds duidelijk, dat bij Israël's wetgeving van Goddelijke inspiratie geen spoor zelfs te ontdekken viel. bbox=[371, 1394, 597, 1533]
paragraph: Wel heeft Hammurabi wetten gegeven tegen tooverij, de tempelprostitutie beperkt, op tempelroof zware straf gesteld, doch bbox=[622, 1750, 848, 1786]
paragraph: En daarom kent hij geen vertsagen, maar treedt hij vol heiligen moed ook de toekomst tegen. bbox=[371, 872, 597, 908]
paragraph: En dat er dit komen, danken ze alleen aan hun stellige geloofswetenschap, dat de toegid die hun gang richt, in Gods hand rust, en dat God er lusts of rechts doet gaan, naar Hij weet dat ze gaan moesten. bbox=[119, 1786, 345, 1845]
next-page-line: geleid; op bbox=[1476, 1396, 1526, 1409]
address-line: Aan bbox=[1227, 773, 1246, 785]
question-item: III. Indien ja, kunnen zij zich dan vereenigen met de gedachte, om een onderling Fonds te stichten, waarin alle Kerk naar den maatstaf van het predikantstraktement eene jaarlijksche bijdrage stort? bbox=[1122, 1272, 1350, 1342]
paragraph: Weest daartoe met al uwe belangen den Koning der Kerk van harte aanbevolen. bbox=[1122, 1848, 1350, 1872]
paragraph: Israël's wetgeving heet dus een unicum onder alle wetgevingen van den eisch der naastenliefde betreft. bbox=[622, 1487, 848, 1523]
next-page-line bbox=[1476, 1420, 1597, 1431]
next-page-line: Amerika bbox=[1476, 672, 1519, 685]
next-page-line: zijn geloov bbox=[1476, 1292, 1531, 1305]
next-page-line: persoonlijkhe bbox=[1476, 1097, 1544, 1110]
paragraph: Maar even beslist als dit uitgesproken wordt, wordt anderzijds erkend, dat Mozes wetgeving van beginselen uitgaat, die niet alleen bij Hammurabi geheel ontbreken, maar zelfs lijnrecht tegenover de heidensche beginselen van dezen Babylonischen koning ingaan en aan Israël's wetgeving een zoo heilig karakter geven, dat zij daardoor ver boven de wetten van alle andere volken staat. bbox=[622, 748, 848, 864]
paragraph: De meest kundige onderzoeker op dit gebied eindigt juist omgekeerd met te verklaren, dat door de vondst van Hammurabi's wet zijn overtuiging van de Goddelijkheid van Israël's wet veeleer verdiept is geworden. bbox=[1122, 533, 1350, 604]
next-page-line: Wij begin bbox=[1476, 1350, 1524, 1363]
paragraph: Dit is nu geloofs mystiek. bbox=[129, 1215, 257, 1228]
next-page-line: De regelin bbox=[1476, 397, 1529, 410]
place-date: Rijnsburg, Jan. 1904. bbox=[1133, 1925, 1234, 1937]
paragraph: Als ze 's avonds bidden om raad en kracht voor den dag die volgen zal, dan weten ze, dat als ze den volgenden avond weer nederknielen, de zaak beslist, hun handeling verricht en de uitkomst verkregen zal zijn. Ze weten ook, dat wat morgen gebeuren zal en wat zij morgen doen zullen, reeds nu bij God vast staat, en dat met onweerstandelijke kracht en onveranderlijke genade hun God hen op het punt zal brengen waar ze wezen moeten. Ze gaan scheep, en ze weten dat God aan het roer staat, en dat God hen in de haven brengen zal. bbox=[119, 1846, 345, 2009]
footnote-rule bbox=[1122, 2006, 1174, 2007]
column-3 bbox=[622, 185, 848, 1963]
article-part-number: IV. bbox=[477, 996, 492, 1010]
quote-paragraph: En dit eisch van na' sterkelijke is de kern zijde van dat andere groote gebod: „Gij zult Jahwe, uwen God liefhebben met geheel uw hart" (Deut. 6 : 5 enz.). Hier komen we tot een tweede punt, waarin Israël ver boven Babel verheven is. Schijnbaar is Hammurabi's wet zeer godsdienstig, in waarheid is zij het volstrekt niet. Een werkelijk Assyrioloog kon er van schrijven: „in C. H. ist trotz der frommen Einleitung und trotz des überschwenglichen Aufzählung aller Götter und ihrer Machtbereiche vor der wunden in den profanen, het minder dan 12 goden en godinnen genoemd) kein einziger religiöser Gedanke zu entdecken. Es ist vom Tempelgebietum, von den Tempeldienen und vom Aberglauben die Rede; die Gottheit schweigt." bbox=[622, 1553, 848, 1747]
next-page-line: den, dat we bbox=[1476, 443, 1536, 456]
quote-paragraph: nanz der innere Annahme. Unter den Rechtsverrungen findet sich nicht eine, die nicht aus den Köpfen rechtsbeflissener Priester und aus den natürlichen entwicklungsgeschichtlichen Aperceptionen des Gewohnheitsrechtes sich erklären liesse. Das Gesetz vom Sinai offenbart einen Geist, welcher höher ist als alle Vernunft, schon durch die Anfangsworte: Ich bin Jahve, dein Gott. Denn als der Gott Israels hatte er sich machtvoll bewiesen. bbox=[1122, 185, 1350, 299]
table-row: d. „ „ „ „ 1400 . . . 8 „ bbox=[1133, 1490, 1236, 1502]
quote-paragraph: In twee opzichten staat naar mijne overtuiging het Mozaïsche recht beslist hooger dan dat van Hammurabi. Dat is allereerst ten op zichte der barmhartigheid. Zeker, het recht van Babel verdient hoogelijk gewaardeerd te worden als een poging om den zwakke tegenover den sterken, den kleinen man tegenover den grooten te beschermen. Ook is er een streng streven naar billijkheid niet in te ontkennen. Doch daartegen gaat het ook niet uit. Meer dan koude billijkheid is niet te. Dat is in het recht van Mozes anders. Daaruit spreekt ons warme barmhartigheid tegen. bbox=[622, 977, 848, 1126]
paragraph: hem toch niet, en neemt ten leste zijn toe vlucht tot een politieman of toeg voorbijgaand rijtuig, om uit zijn verlegenheid verlost te worden. En door dat enkele verschil van den weg te kennen of niet te kennen, is die knaap toonbeeld van vlugheid, kennis en kracht, en die vreemdeling daarentegen van aarzeling, besluiteloosheid en slaphandig tobben. bbox=[119, 184, 345, 288]
next-page-line: digde en de bbox=[1476, 1075, 1536, 1088]
next-page-line: Calvinistisch bbox=[1476, 765, 1541, 778]
next-page-line: breidt. Ma bbox=[1476, 432, 1530, 445]
next-page-line: den machtig bbox=[1476, 730, 1539, 743]
paragraph: Namens de Deputaten voornoemd: bbox=[1133, 1874, 1309, 1887]
next-page-line: „It will t bbox=[1476, 1430, 1518, 1443]
next-page-line: most surely bbox=[1476, 1556, 1535, 1569]
paragraph: Niet waar, dit klinkt anders dan de grenzenloos oppervlakkige opmerking van den „deskundigen onderzoeker," dat door de vondst van Hammurabi's wet het dogma van den Goddelijken oorsprong der Mozaïsche wet in vergeten gevallen is. bbox=[1122, 461, 1350, 532]
paragraph: En niet minder sterk spreekt het verschil op het tweede punt: de verhouding tot God: bbox=[622, 1525, 848, 1549]
paragraph: en ontwikkelt zich machtiger zijn onwankel baar vertrouwen. bbox=[371, 184, 597, 208]
quote-paragraph: Eine Vergleichung von Chammurabi und Moses, den Gesetzgebern des alten Orients, lässt darauf hinaus, dass jeder von ihnen seiner Zeit seinen Stempel aufdruckte und das Wesen seines Volkes für die Dauer von dessen Geschichte formte; aber zwischen jenem, der in seinem Gesetze den Grundgedanken der Verweltlichung des Rechts mit bewusster Absicht durchführte, und diesem, der das Recht in die Bahnen eines von Gott ausgehenden, von Gott geleiteten, das Göttliche im Menschen fördernden Gesetzes einlenkte und dadurch das christliche Gesetz der Sitte und Moral vorbereitete, führt kein Weg der Vermittelung und hat es nie eine Ideen-Beziehung gegeben. Wie aus weiter Ferne zwei Berge, so ragen sie hervor aus der Geschichte des Altertums: das Haupt des einen ist von Wolken umschattet, während die Konturen seines gewaltigen Fusses, mit denen er die Ebene berührt, in ruhiger Klarheit hervortreten; wie entsendete, von einem Meere göttlichen Lichtes umflossen, erstrahlt der Gipfel des anderen und verschwimmt fast mit dem unermesslichen Aether. bbox=[872, 1219, 1098, 1505]
next-page-text bbox=[1476, 330, 1597, 1742]
next-page-line: voldoende b bbox=[1476, 546, 1537, 559]
